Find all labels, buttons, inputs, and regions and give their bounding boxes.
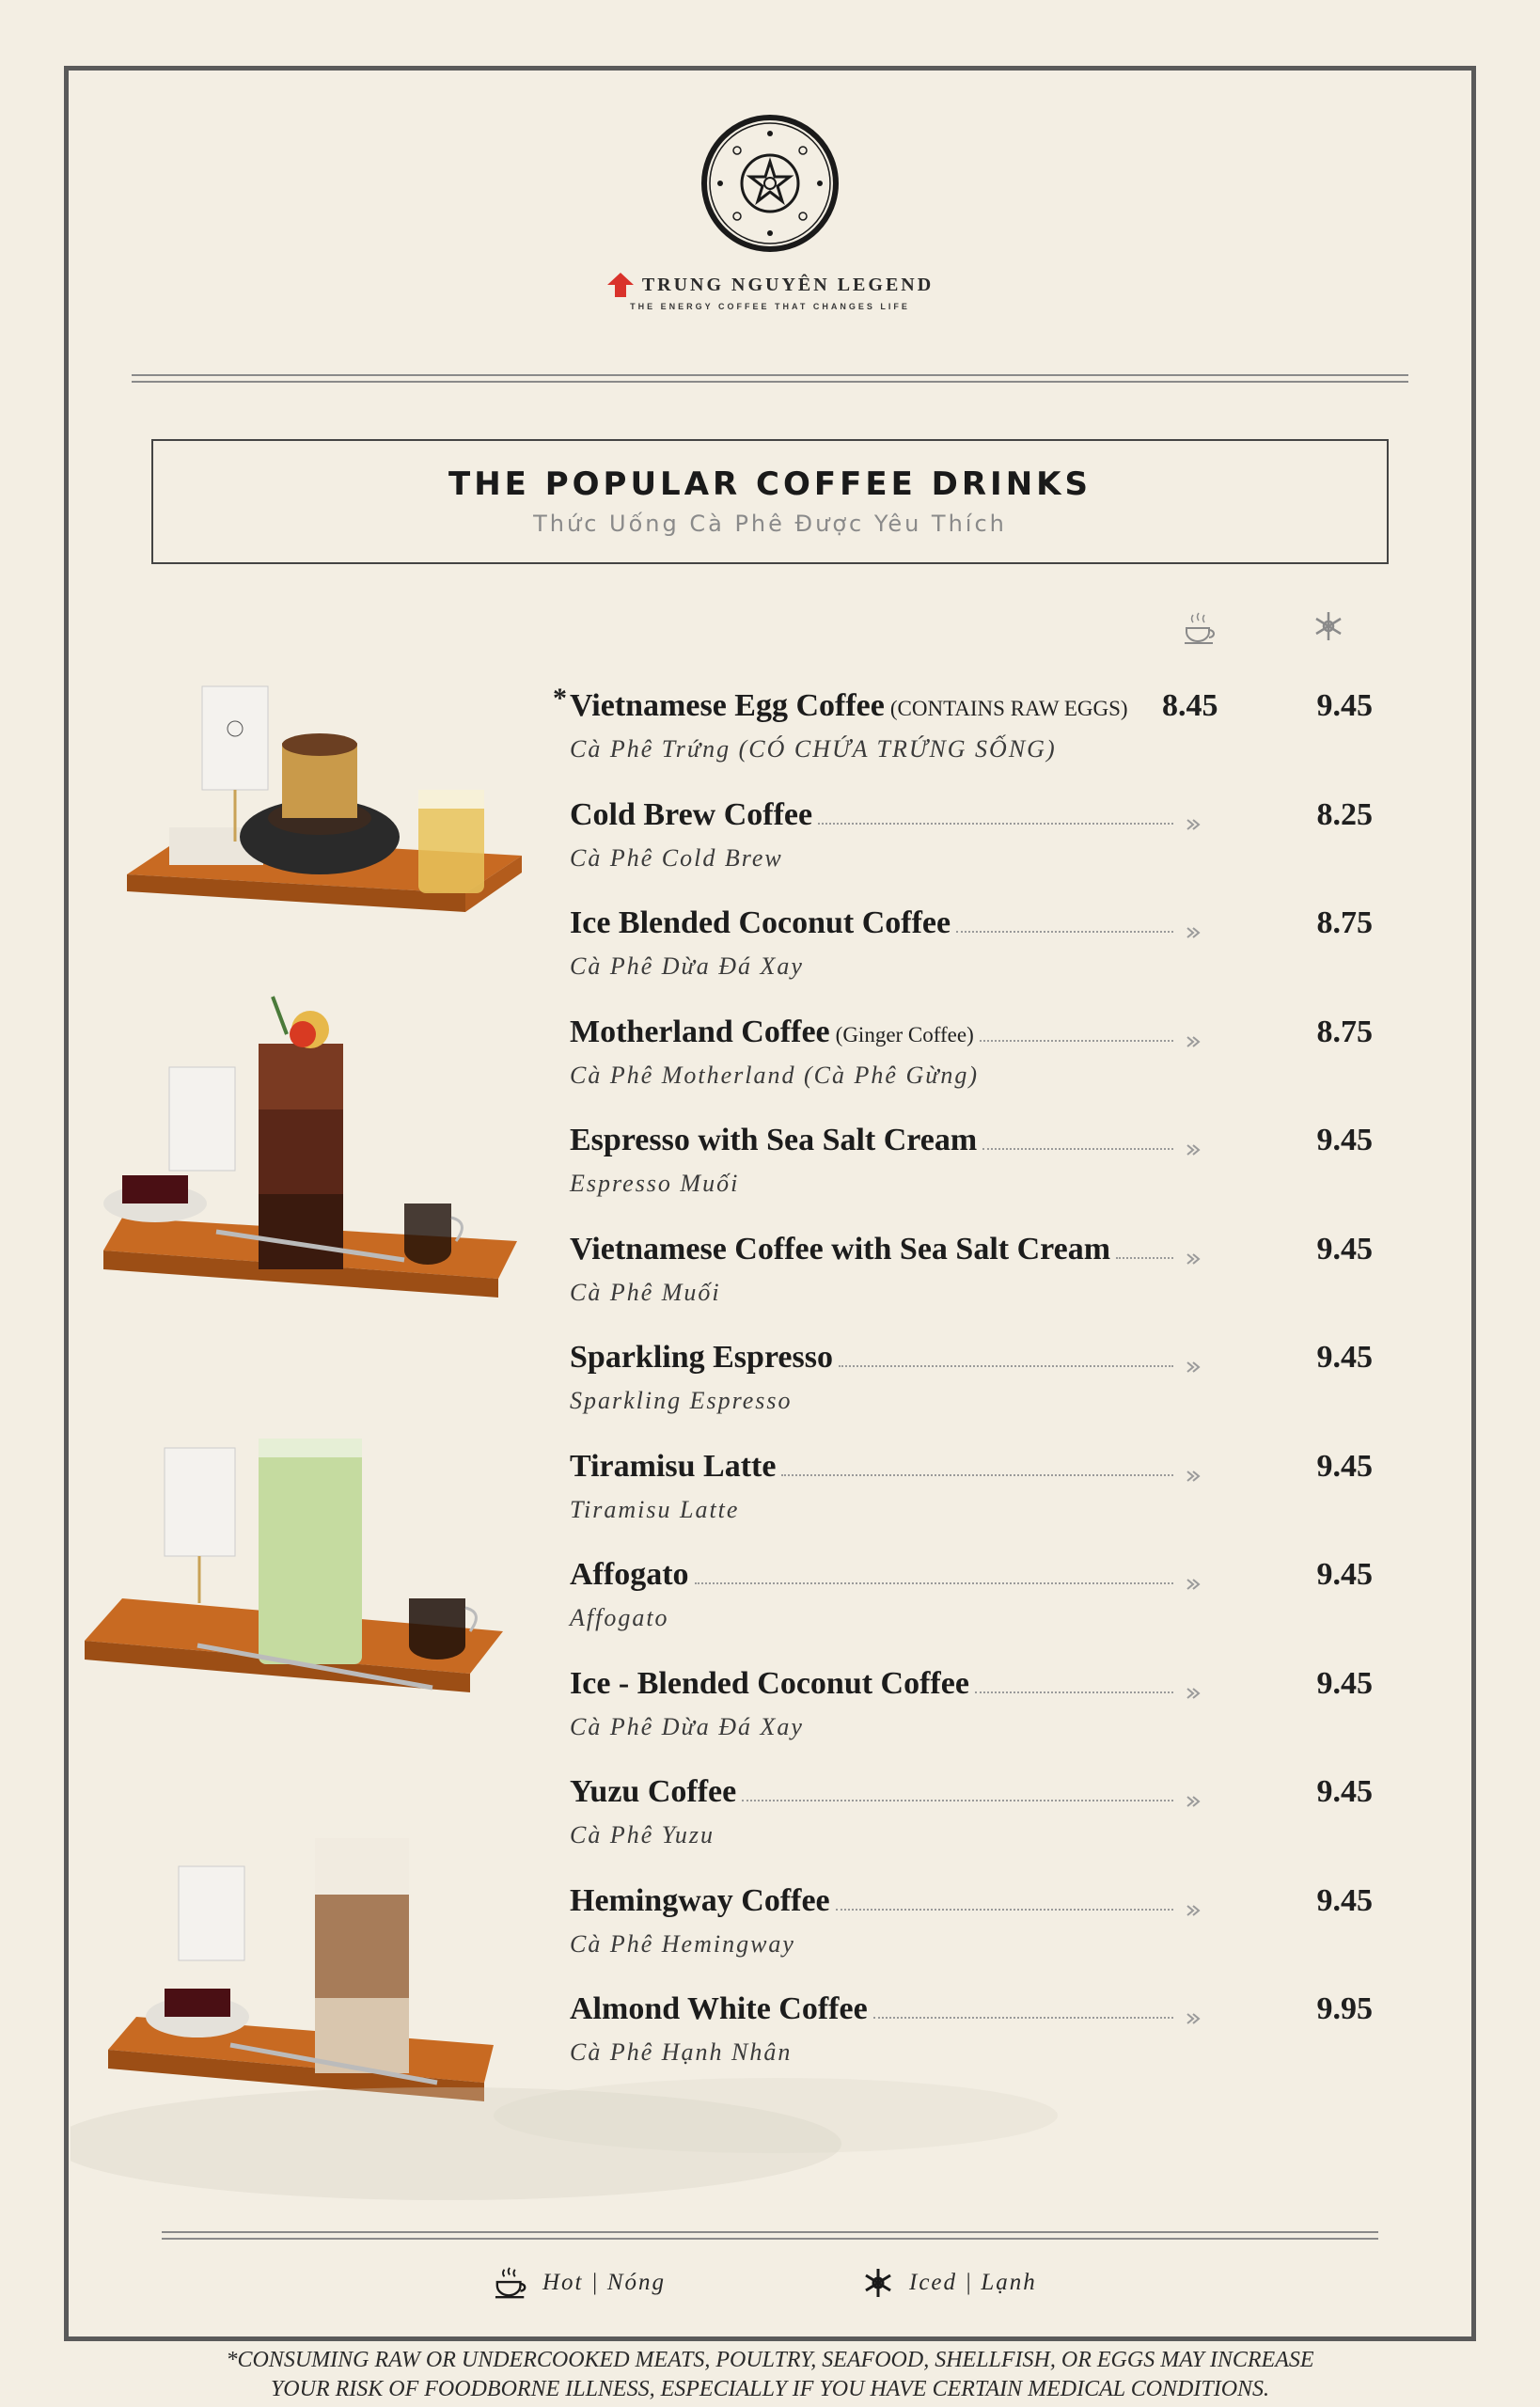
dot-leader xyxy=(956,931,1173,933)
not-available-hot-icon xyxy=(1185,1576,1202,1593)
disclaimer-line-1: *CONSUMING RAW OR UNDERCOOKED MEATS, POULTRY, SEAFOOD, SHELLFISH, OR EGGS MAY INCREASE xyxy=(226,2348,1314,2372)
not-available-hot-icon xyxy=(1185,2010,1202,2027)
item-subtitle: Cà Phê Muối xyxy=(570,1278,721,1306)
item-subtitle: Sparkling Espresso xyxy=(570,1387,793,1414)
dot-leader xyxy=(818,823,1173,825)
matcha-drink-photo xyxy=(85,1420,517,1739)
not-available-hot-icon xyxy=(1185,924,1202,941)
price-iced: 9.45 xyxy=(1316,688,1373,723)
section-title: THE POPULAR COFFEE DRINKS xyxy=(448,465,1092,503)
top-divider xyxy=(132,374,1408,382)
price-column-headers xyxy=(1166,609,1391,651)
food-safety-disclaimer xyxy=(0,2346,1540,2404)
price-iced: 8.75 xyxy=(1316,1014,1373,1049)
brand-tagline: THE ENERGY COFFEE THAT CHANGES LIFE xyxy=(630,302,910,311)
item-subtitle: Cà Phê Yuzu xyxy=(570,1821,715,1849)
brand-arrow-icon xyxy=(606,272,635,298)
menu-item-ice-blended-coconut xyxy=(553,900,1399,1009)
legend-iced xyxy=(860,2266,1037,2300)
dot-leader xyxy=(982,1148,1173,1150)
dot-leader xyxy=(980,1040,1173,1042)
item-name: Vietnamese Egg Coffee xyxy=(570,688,885,723)
not-available-hot-icon xyxy=(1185,1468,1202,1485)
dot-leader xyxy=(1116,1257,1173,1259)
dot-leader xyxy=(695,1582,1173,1584)
item-name: Affogato xyxy=(570,1557,689,1592)
item-subtitle: Tiramisu Latte xyxy=(570,1495,740,1523)
not-available-hot-icon xyxy=(1185,1251,1202,1267)
menu-item-ice-blended-coconut-2 xyxy=(553,1660,1399,1770)
price-iced: 9.45 xyxy=(1316,1665,1373,1701)
menu-item-espresso-sea-salt xyxy=(553,1117,1399,1226)
item-subtitle: Affogato xyxy=(570,1604,669,1631)
item-name: Sparkling Espresso xyxy=(570,1340,833,1375)
snowflake-icon xyxy=(1312,609,1345,643)
item-subtitle: Cà Phê Dừa Đá Xay xyxy=(570,1712,804,1740)
hot-cup-icon xyxy=(494,2266,529,2300)
menu-item-sparkling-espresso xyxy=(553,1334,1399,1443)
motherland-coffee-photo xyxy=(94,978,526,1335)
not-available-hot-icon xyxy=(1185,1141,1202,1158)
brand-row xyxy=(0,272,1540,298)
item-subtitle: Cà Phê Hạnh Nhân xyxy=(570,2038,793,2066)
bottom-divider xyxy=(162,2231,1378,2239)
legend xyxy=(0,2266,1540,2304)
dot-leader xyxy=(873,2017,1173,2019)
item-note: (Ginger Coffee) xyxy=(835,1022,974,1046)
menu-item-almond-white xyxy=(553,1986,1399,2095)
dot-leader xyxy=(975,1691,1173,1693)
item-name: Espresso with Sea Salt Cream xyxy=(570,1123,978,1157)
item-subtitle: Cà Phê Motherland (Cà Phê Gừng) xyxy=(570,1061,980,1089)
item-name: Almond White Coffee xyxy=(570,1991,868,2026)
item-name: Vietnamese Coffee with Sea Salt Cream xyxy=(570,1231,1111,1266)
price-iced: 9.95 xyxy=(1316,1991,1373,2026)
menu-item-yuzu xyxy=(553,1769,1399,1878)
price-iced: 9.45 xyxy=(1316,1448,1373,1484)
item-subtitle: Cà Phê Dừa Đá Xay xyxy=(570,952,804,980)
item-subtitle: Cà Phê Trứng (CÓ CHỨA TRỨNG SỐNG) xyxy=(570,735,1057,763)
menu-list xyxy=(553,683,1399,2095)
price-iced: 9.45 xyxy=(1316,1774,1373,1809)
price-iced: 9.45 xyxy=(1316,1123,1373,1157)
price-iced: 9.45 xyxy=(1316,1557,1373,1592)
item-subtitle: Espresso Muối xyxy=(570,1170,740,1197)
brand-header xyxy=(0,113,1540,311)
menu-item-cold-brew xyxy=(553,792,1399,901)
dot-leader xyxy=(836,1909,1173,1911)
price-iced: 9.45 xyxy=(1316,1231,1373,1266)
price-iced: 8.25 xyxy=(1316,796,1373,832)
dot-leader xyxy=(742,1800,1173,1801)
menu-item-tiramisu-latte xyxy=(553,1443,1399,1552)
snowflake-icon xyxy=(860,2266,896,2300)
item-name: Ice Blended Coconut Coffee xyxy=(570,905,951,940)
section-subtitle: Thức Uống Cà Phê Được Yêu Thích xyxy=(533,511,1007,537)
item-name: Cold Brew Coffee xyxy=(570,796,813,832)
not-available-hot-icon xyxy=(1185,1359,1202,1376)
menu-item-affogato xyxy=(553,1551,1399,1660)
legend-hot-label: Hot | Nóng xyxy=(542,2270,667,2295)
dot-leader xyxy=(839,1365,1173,1367)
item-name: Motherland Coffee xyxy=(570,1014,830,1049)
item-name: Tiramisu Latte xyxy=(570,1448,777,1484)
section-title-box xyxy=(151,439,1389,564)
price-iced: 9.45 xyxy=(1316,1882,1373,1918)
not-available-hot-icon xyxy=(1185,1902,1202,1919)
price-iced: 8.75 xyxy=(1316,905,1373,940)
legend-emblem-icon xyxy=(699,113,841,254)
item-name: Ice - Blended Coconut Coffee xyxy=(570,1665,969,1701)
not-available-hot-icon xyxy=(1185,1793,1202,1810)
price-iced: 9.45 xyxy=(1316,1340,1373,1375)
item-note: (CONTAINS RAW EGGS) xyxy=(889,697,1128,720)
not-available-hot-icon xyxy=(1185,816,1202,833)
menu-item-egg-coffee xyxy=(553,683,1399,792)
item-subtitle: Cà Phê Hemingway xyxy=(570,1929,795,1958)
not-available-hot-icon xyxy=(1185,1033,1202,1050)
brand-name: TRUNG NGUYÊN LEGEND xyxy=(641,274,935,295)
raw-egg-asterisk: * xyxy=(553,683,567,714)
legend-iced-label: Iced | Lạnh xyxy=(909,2270,1037,2295)
menu-item-motherland xyxy=(553,1009,1399,1118)
dot-leader xyxy=(781,1474,1173,1476)
legend-hot xyxy=(494,2266,666,2300)
item-name: Hemingway Coffee xyxy=(570,1882,830,1918)
item-name: Yuzu Coffee xyxy=(570,1774,737,1809)
menu-item-hemingway xyxy=(553,1878,1399,1987)
not-available-hot-icon xyxy=(1185,1685,1202,1702)
egg-coffee-photo xyxy=(118,677,531,959)
item-subtitle: Cà Phê Cold Brew xyxy=(570,843,783,872)
menu-item-vietnamese-sea-salt xyxy=(553,1226,1399,1335)
price-hot: 8.45 xyxy=(1162,688,1218,723)
hot-cup-icon xyxy=(1181,609,1218,647)
disclaimer-line-2: YOUR RISK OF FOODBORNE ILLNESS, ESPECIALLY IF YOU HAVE CERTAIN MEDICAL CONDITIONS. xyxy=(270,2377,1270,2401)
